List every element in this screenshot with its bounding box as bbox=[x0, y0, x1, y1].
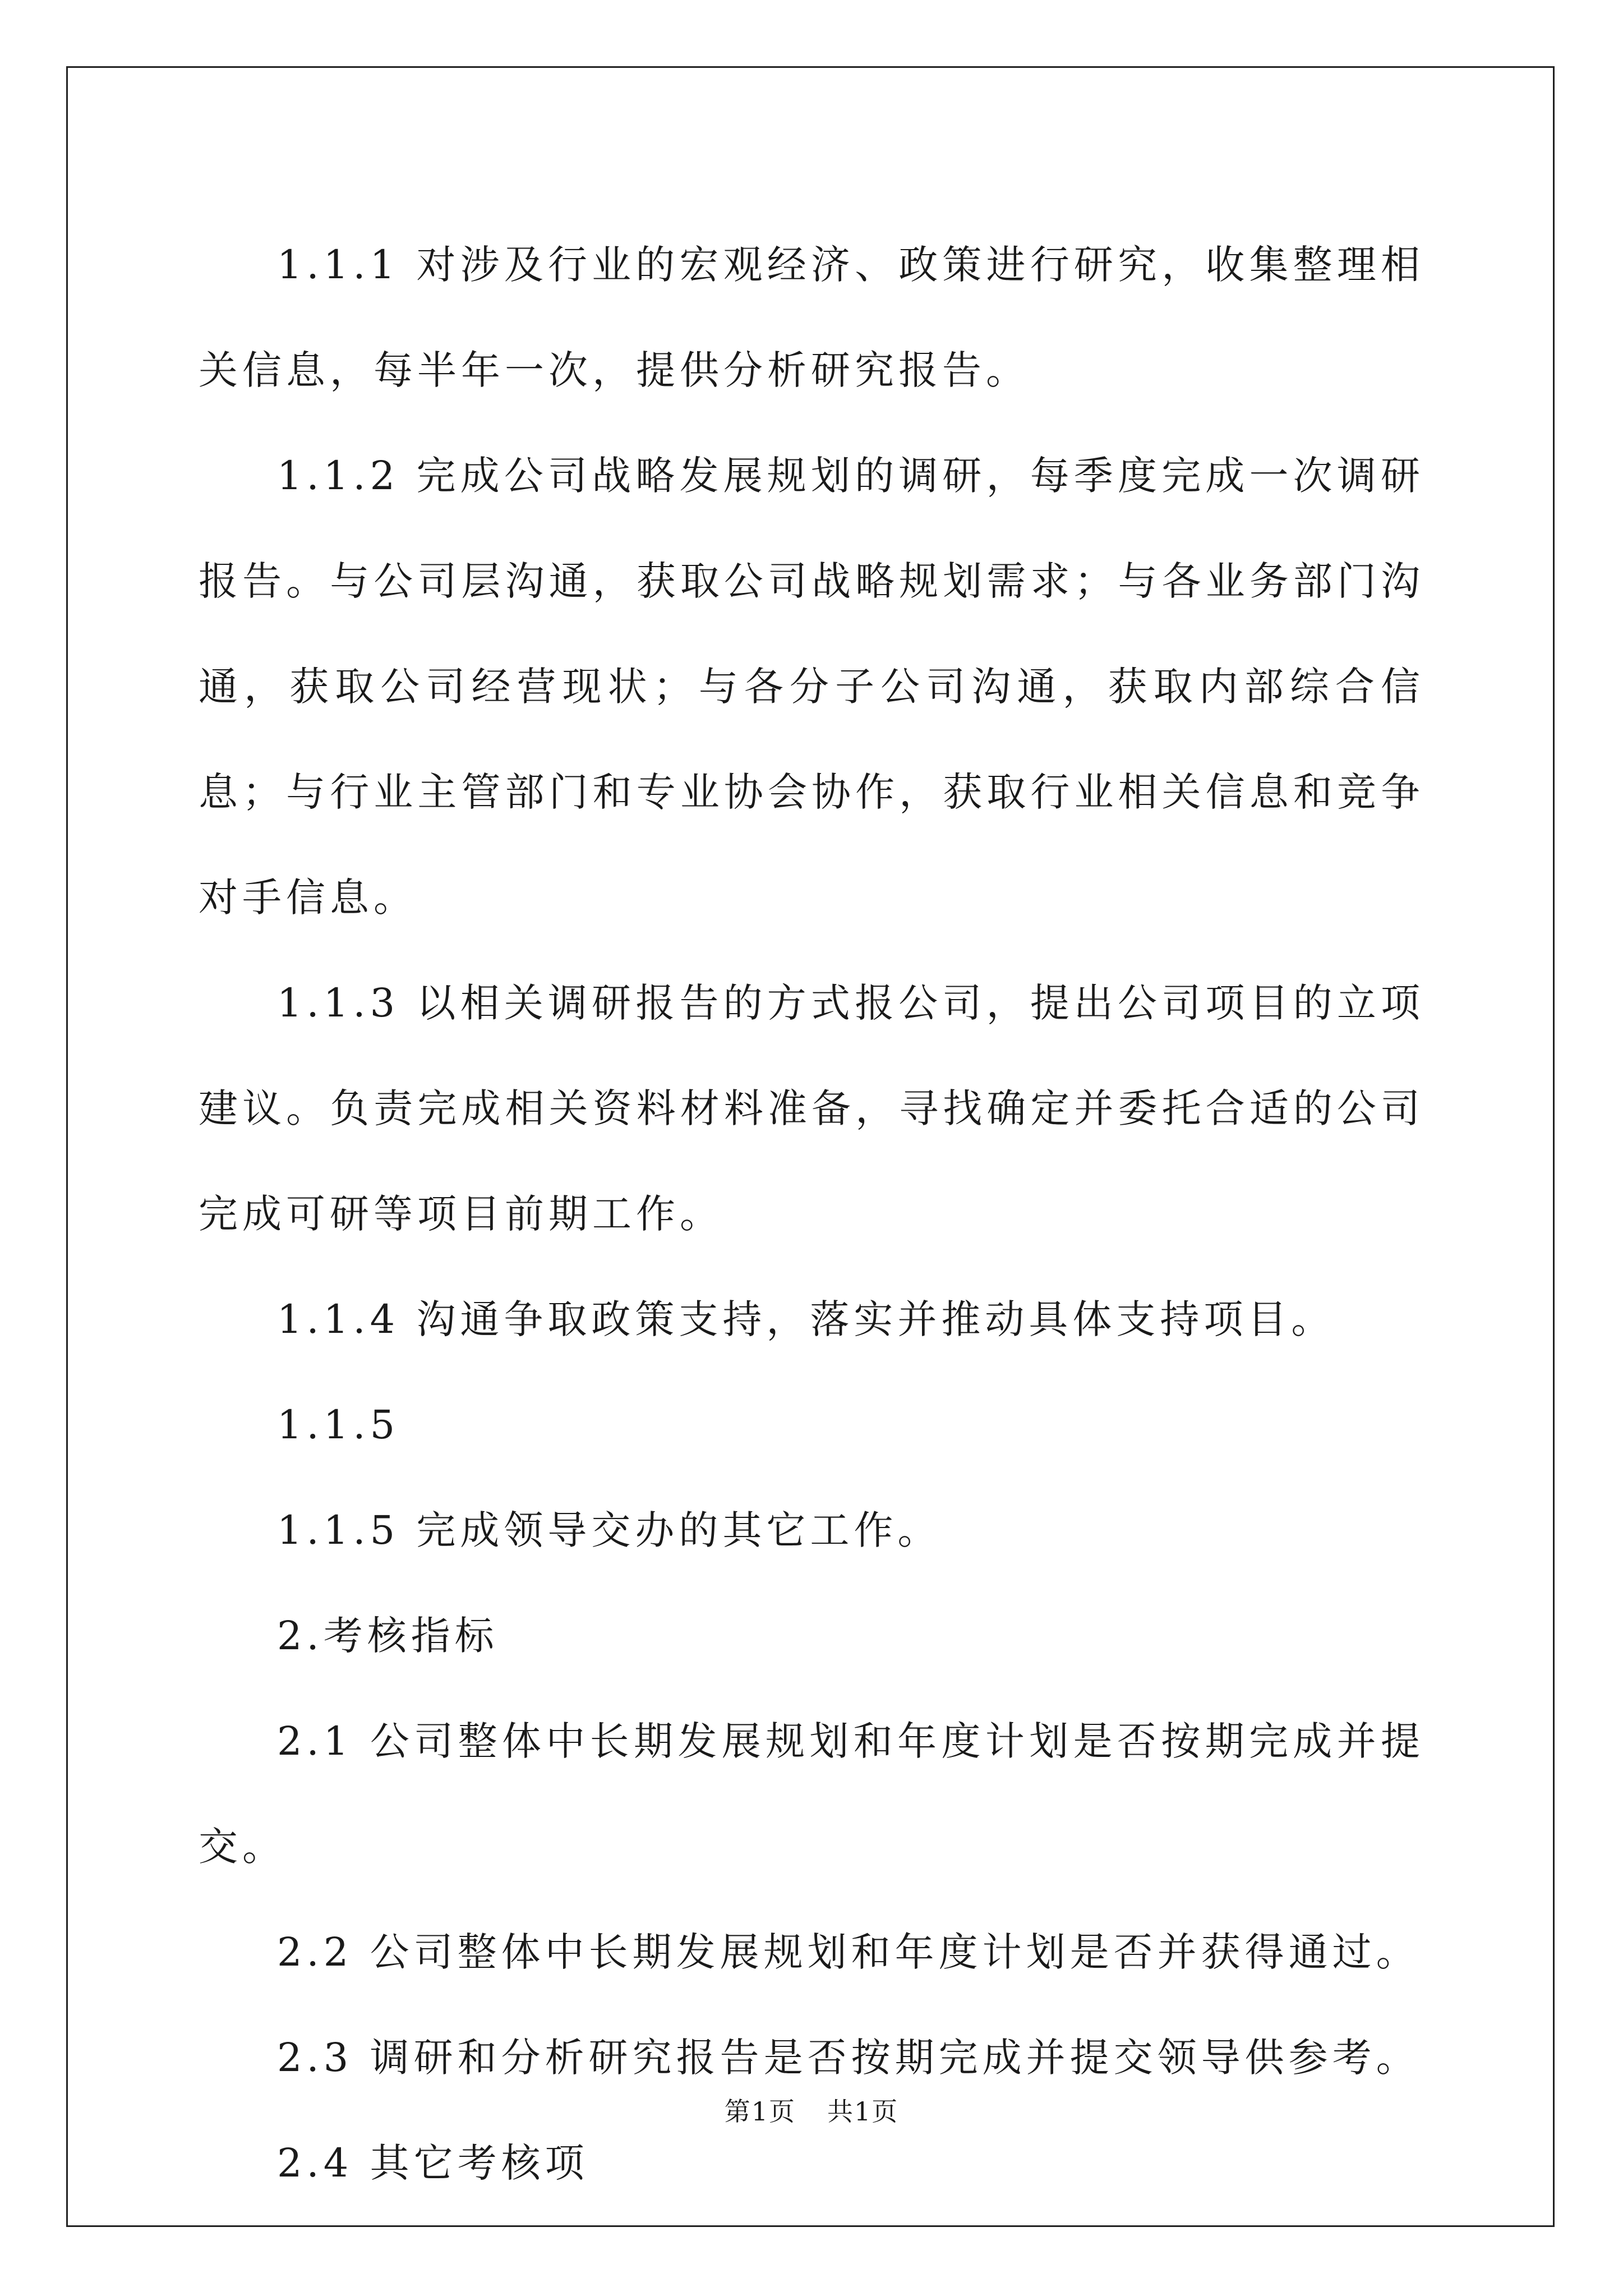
paragraph-2-2: 2.2 公司整体中长期发展规划和年度计划是否并获得通过。 bbox=[277, 1929, 1420, 1975]
paragraph-1-1-4: 1.1.4 沟通争取政策支持，落实并推动具体支持项目。 bbox=[277, 1296, 1335, 1342]
paragraph-1-1-5-heading: 1.1.5 bbox=[277, 1402, 400, 1448]
paragraph-1-1-1: 1.1.1 对涉及行业的宏观经济、政策进行研究，收集整理相关信息，每半年一次，提供分析研究报告。 bbox=[199, 242, 1424, 393]
section-heading-assessment: 2.考核指标 bbox=[277, 1613, 499, 1659]
paragraph-2-3: 2.3 调研和分析研究报告是否按期完成并提交领导供参考。 bbox=[277, 2035, 1420, 2081]
paragraph-2-1: 2.1 公司整体中长期发展规划和年度计划是否按期完成并提交。 bbox=[199, 1718, 1424, 1870]
paragraph-2-4: 2.4 其它考核项 bbox=[277, 2140, 589, 2186]
paragraph-1-1-2: 1.1.2 完成公司战略发展规划的调研，每季度完成一次调研报告。与公司层沟通，获取公司战略规划需求；与各业务部门沟通，获取公司经营现状；与各分子公司沟通，获取内部综合信息；与行业主管部门和专业协会协作，获取行业相关信息和竞争对手信息。 bbox=[199, 453, 1424, 921]
page-total: 共1页 bbox=[827, 2096, 899, 2127]
page-footer bbox=[0, 2091, 1623, 2128]
page-number: 第1页 bbox=[724, 2096, 796, 2127]
paragraph-1-1-5: 1.1.5 完成领导交办的其它工作。 bbox=[277, 1507, 942, 1553]
paragraph-1-1-3: 1.1.3 以相关调研报告的方式报公司，提出公司项目的立项建议。负责完成相关资料材料准备，寻找确定并委托合适的公司完成可研等项目前期工作。 bbox=[199, 980, 1424, 1237]
document-body bbox=[199, 212, 1424, 2216]
